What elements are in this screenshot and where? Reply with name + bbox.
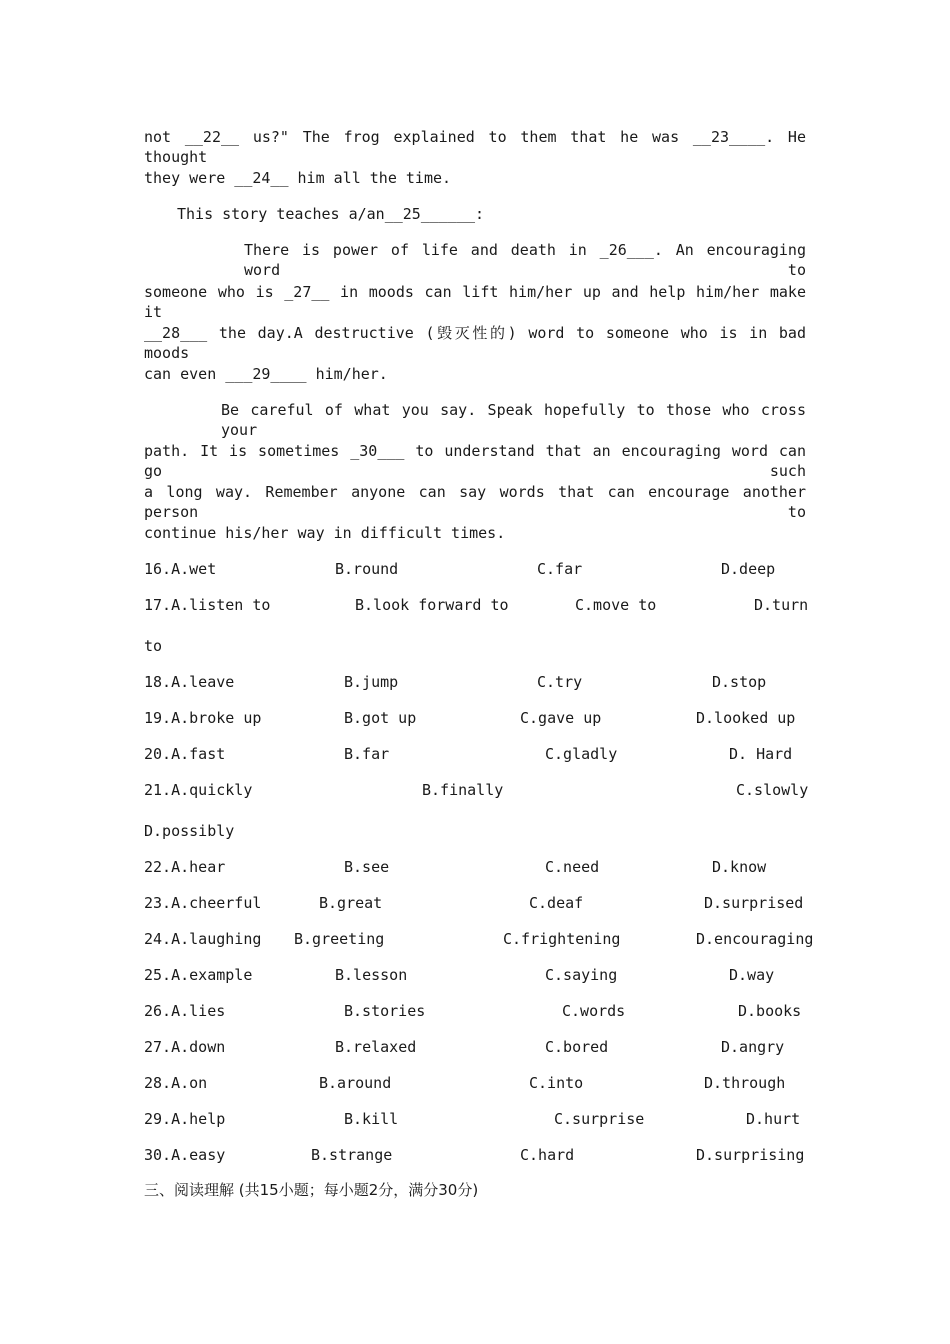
option-a: 28.A.on bbox=[144, 1074, 208, 1092]
question-row bbox=[144, 1073, 806, 1093]
option-b: B.jump bbox=[344, 673, 399, 691]
question-row bbox=[144, 1037, 806, 1057]
option-a: 23.A.cheerful bbox=[144, 894, 262, 912]
passage-line: someone who is _27__ in moods can lift him/her up and help him/her make it bbox=[144, 283, 806, 321]
option-b: B.look forward to bbox=[355, 596, 509, 614]
option-c: C.surprise bbox=[554, 1110, 645, 1128]
option-b: B.relaxed bbox=[335, 1038, 417, 1056]
passage-line: not __22__ us?" The frog explained to them that he was __23____. He thought bbox=[144, 128, 806, 166]
option-a: 17.A.listen to bbox=[144, 596, 271, 614]
question-row bbox=[144, 929, 814, 949]
option-d: D.books bbox=[738, 1002, 802, 1020]
option-a: 21.A.quickly bbox=[144, 781, 253, 799]
option-b: B.kill bbox=[344, 1110, 399, 1128]
option-c: C.saying bbox=[545, 966, 618, 984]
option-d: D.angry bbox=[721, 1038, 785, 1056]
option-a: 20.A.fast bbox=[144, 745, 226, 763]
question-row bbox=[144, 965, 806, 985]
option-d: D.encouraging bbox=[696, 930, 814, 948]
passage-line: Be careful of what you say. Speak hopefully to those who cross your bbox=[221, 401, 806, 439]
option-b: B.greeting bbox=[294, 930, 385, 948]
option-c: C.far bbox=[537, 560, 583, 578]
option-c: C.gladly bbox=[545, 745, 618, 763]
question-row bbox=[144, 672, 806, 692]
option-a: 27.A.down bbox=[144, 1038, 226, 1056]
question-row bbox=[144, 857, 806, 877]
option-b: B.finally bbox=[422, 781, 504, 799]
option-b: B.far bbox=[344, 745, 390, 763]
option-a: 18.A.leave bbox=[144, 673, 235, 691]
question-row bbox=[144, 744, 806, 764]
question-row bbox=[144, 780, 809, 800]
option-a: 29.A.help bbox=[144, 1110, 226, 1128]
option-d: D.know bbox=[712, 858, 767, 876]
option-c: C.gave up bbox=[520, 709, 602, 727]
option-c: C.bored bbox=[545, 1038, 609, 1056]
passage-line: can even ___29____ him/her. bbox=[144, 365, 388, 383]
option-d: D.through bbox=[704, 1074, 786, 1092]
option-d: D.turn bbox=[754, 596, 809, 614]
question-row bbox=[144, 1109, 806, 1129]
option-a: 30.A.easy bbox=[144, 1146, 226, 1164]
question-row bbox=[144, 893, 806, 913]
option-a: 22.A.hear bbox=[144, 858, 226, 876]
option-d: D. Hard bbox=[729, 745, 793, 763]
option-d: D.looked up bbox=[696, 709, 796, 727]
passage-line: they were __24__ him all the time. bbox=[144, 169, 452, 187]
option-d: D.surprising bbox=[696, 1146, 805, 1164]
option-a: 25.A.example bbox=[144, 966, 253, 984]
passage-line: a long way. Remember anyone can say words that can encourage another person to bbox=[144, 483, 806, 521]
option-c: C.words bbox=[562, 1002, 626, 1020]
option-c: C.frightening bbox=[503, 930, 621, 948]
option-b: B.lesson bbox=[335, 966, 408, 984]
option-c: C.slowly bbox=[736, 781, 809, 799]
passage-line: This story teaches a/an__25______: bbox=[177, 205, 485, 223]
option-c: C.move to bbox=[575, 596, 657, 614]
passage-line: There is power of life and death in _26___. An encouraging word to bbox=[244, 241, 806, 279]
option-d: D.possibly bbox=[144, 822, 235, 840]
option-c: C.deaf bbox=[529, 894, 584, 912]
option-b: B.stories bbox=[344, 1002, 426, 1020]
section-heading: 三、阅读理解 (共15小题；每小题2分，满分30分) bbox=[144, 1181, 479, 1199]
option-a: 26.A.lies bbox=[144, 1002, 226, 1020]
option-c: C.try bbox=[537, 673, 583, 691]
option-c: C.need bbox=[545, 858, 600, 876]
question-row bbox=[144, 559, 806, 579]
option-b: B.round bbox=[335, 560, 399, 578]
option-d-continuation: to bbox=[144, 637, 163, 655]
option-d: D.deep bbox=[721, 560, 776, 578]
question-row bbox=[144, 708, 806, 728]
option-d: D.way bbox=[729, 966, 775, 984]
passage-line: continue his/her way in difficult times. bbox=[144, 524, 506, 542]
option-b: B.see bbox=[344, 858, 390, 876]
question-row bbox=[144, 1001, 806, 1021]
option-b: B.got up bbox=[344, 709, 417, 727]
option-c: C.hard bbox=[520, 1146, 575, 1164]
option-b: B.strange bbox=[311, 1146, 393, 1164]
passage-line: path. It is sometimes _30___ to understand that an encouraging word can go such bbox=[144, 442, 806, 480]
option-b: B.great bbox=[319, 894, 383, 912]
option-d: D.surprised bbox=[704, 894, 804, 912]
option-d: D.stop bbox=[712, 673, 767, 691]
option-a: 16.A.wet bbox=[144, 560, 217, 578]
option-b: B.around bbox=[319, 1074, 392, 1092]
question-row bbox=[144, 595, 809, 615]
passage-line: __28___ the day.A destructive (毁灭性的) word to someone who is in bad moods bbox=[144, 324, 806, 362]
option-a: 19.A.broke up bbox=[144, 709, 262, 727]
option-c: C.into bbox=[529, 1074, 584, 1092]
option-d: D.hurt bbox=[746, 1110, 801, 1128]
question-row bbox=[144, 1145, 806, 1165]
option-a: 24.A.laughing bbox=[144, 930, 262, 948]
